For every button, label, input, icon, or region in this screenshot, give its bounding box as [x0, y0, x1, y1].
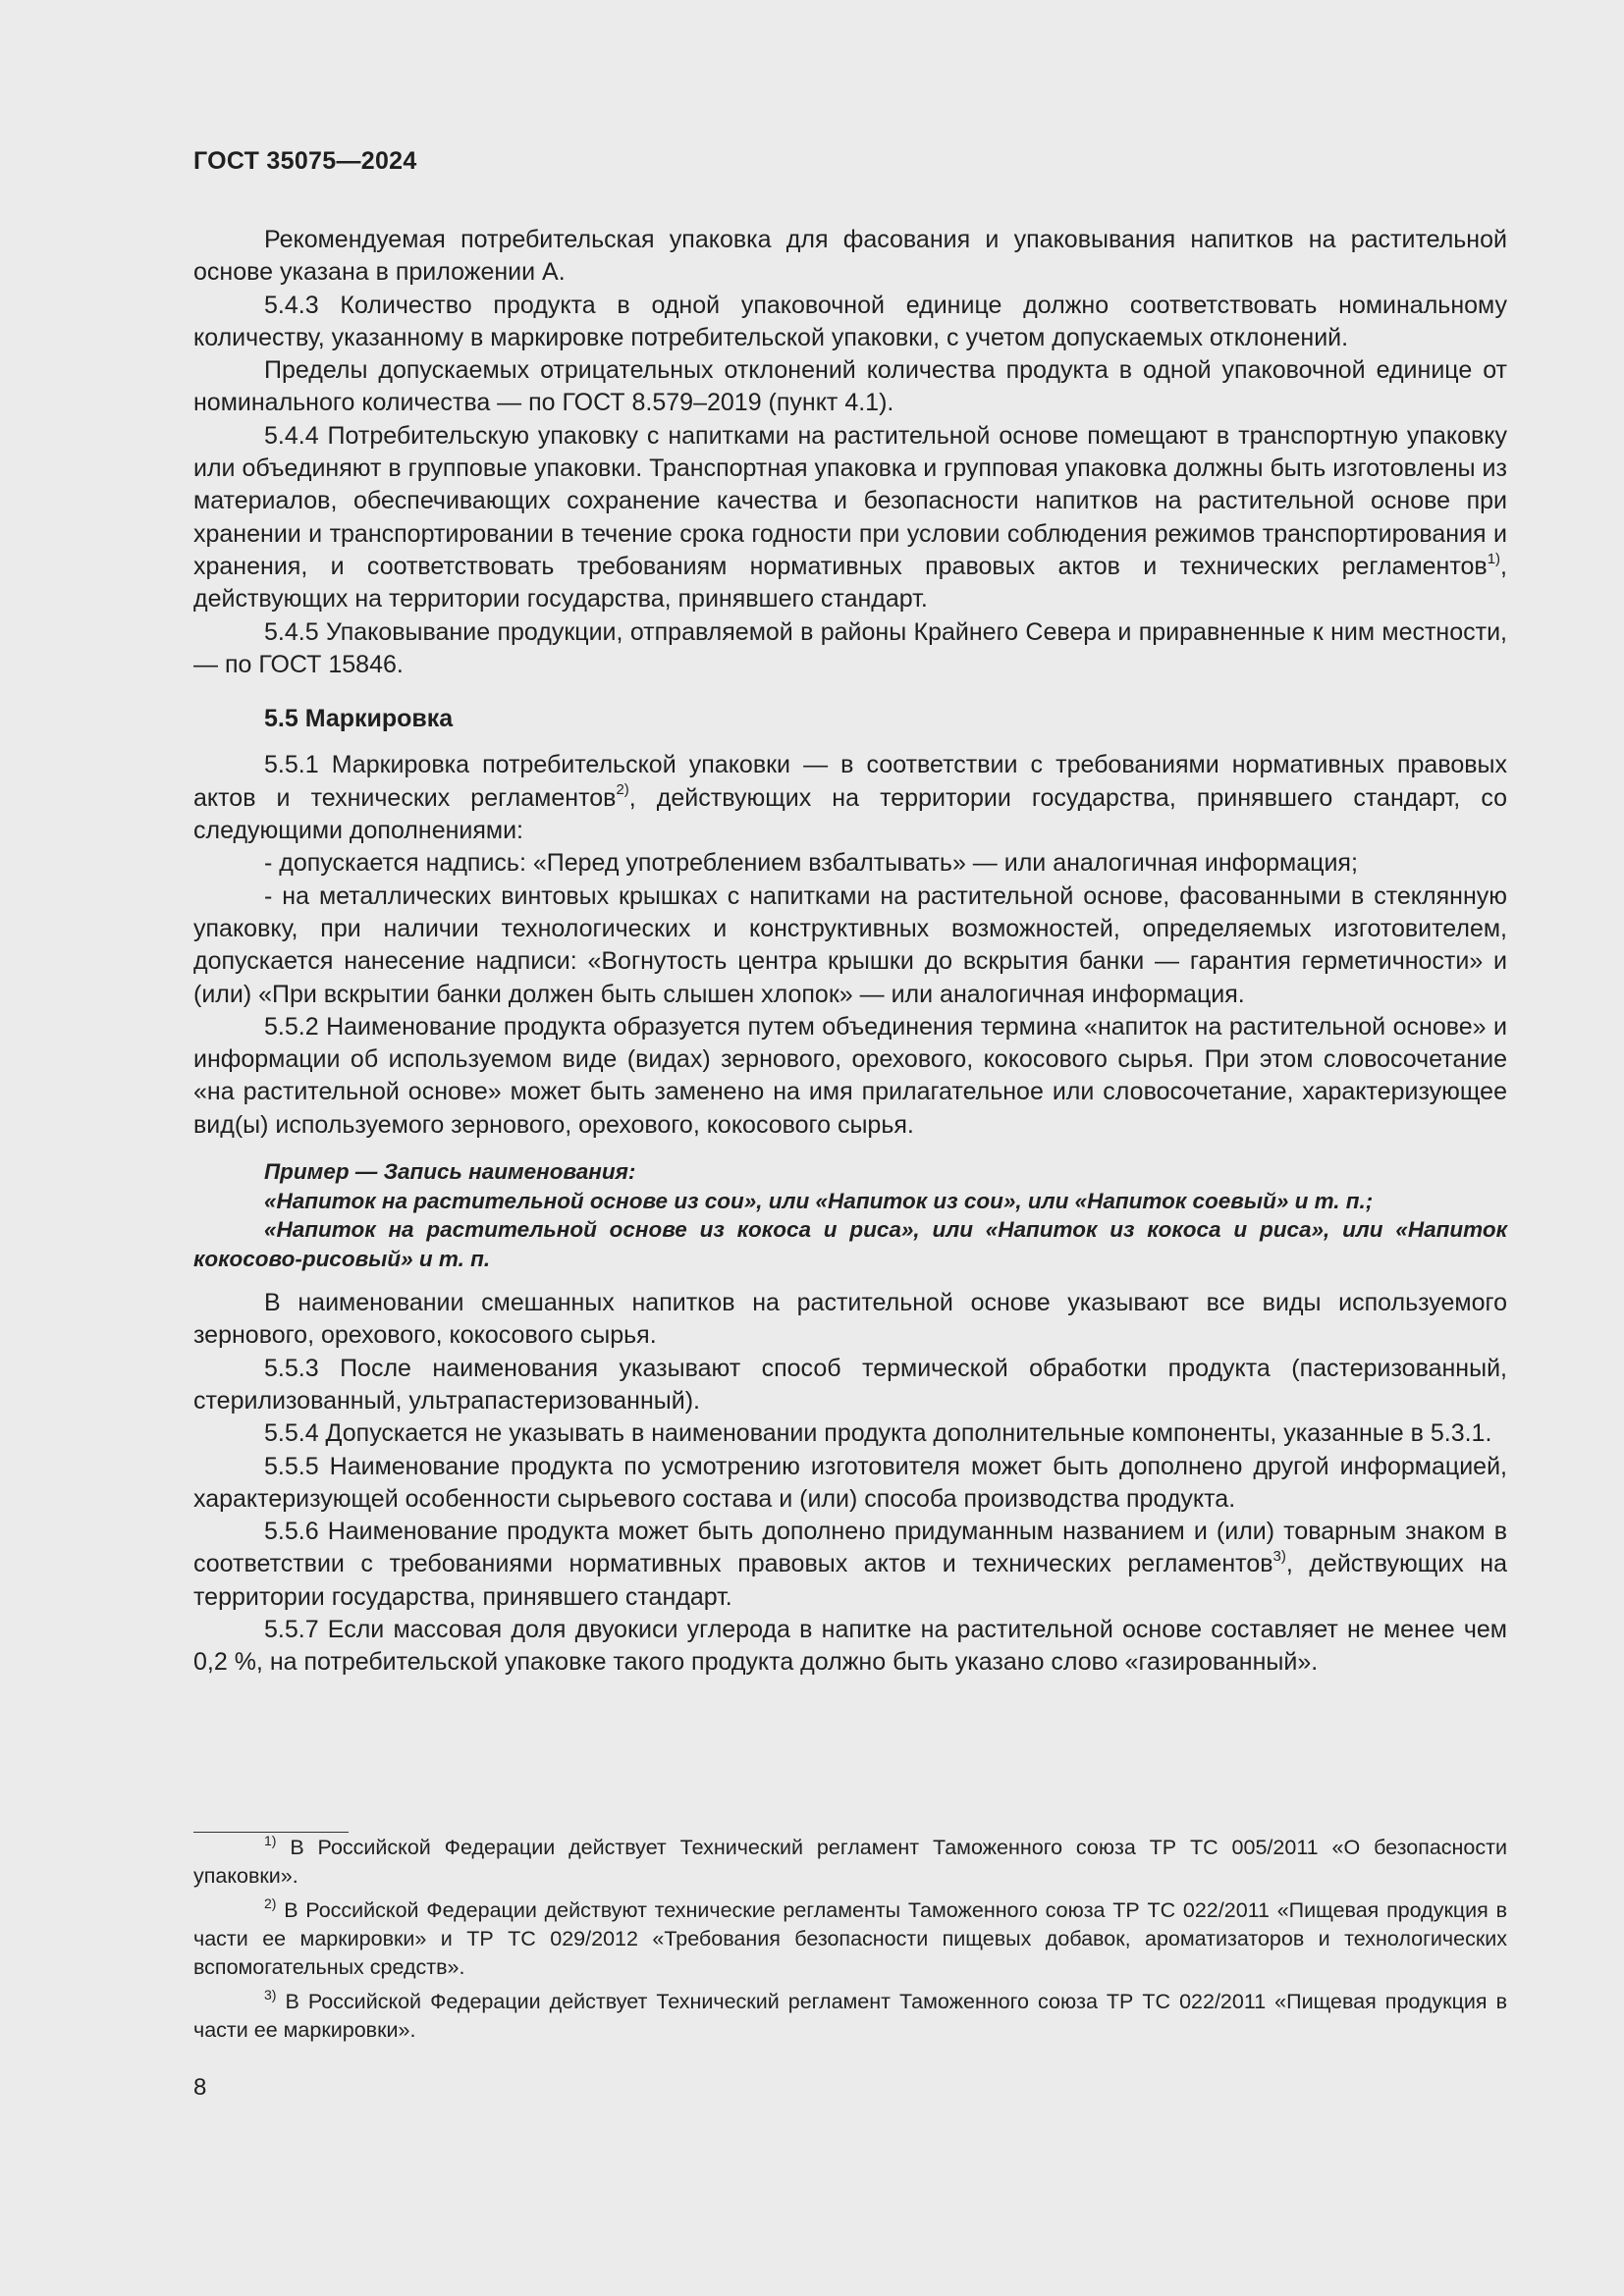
example-block [193, 1157, 1507, 1273]
paragraph-5-5-4: 5.5.4 Допускается не указывать в наименовании продукта дополнительные компоненты, указанные в 5.3.1. [264, 1419, 1492, 1448]
footnote-text-1: В Российской Федерации действует Технический регламент Таможенного союза ТР ТС 005/2011 «О безопасности упаковки». [193, 1836, 1507, 1888]
footnote-1 [193, 1834, 1507, 1891]
footnotes [193, 1834, 1507, 2051]
footnote-ref-3: 3) [1272, 1548, 1286, 1566]
paragraph-5-5-2: 5.5.2 Наименование продукта образуется путем объединения термина «напиток на растительной основе» и информации об используемом виде (видах) зернового, орехового, кокосового сырья. При этом словосочетание «на растительной основе» может быть заменено на имя прилагательное или словосочетание, характеризующее вид(ы) используемого зернового, орехового, кокосового сырья. [193, 1012, 1507, 1139]
example-line-coconut-rice: «Напиток на растительной основе из кокоса и риса», или «Напиток из кокоса и риса», или «Напиток кокосово-рисовый» и т. п. [193, 1217, 1507, 1271]
footnote-ref-2: 2) [616, 781, 629, 799]
footnote-text-3: В Российской Федерации действует Технический регламент Таможенного союза ТР ТС 022/2011 «Пищевая продукция в части ее маркировки». [193, 1990, 1507, 2042]
list-item-cap-label: - на металлических винтовых крышках с напитками на растительной основе, фасованными в стеклянную упаковку, при наличии технологических и конструктивных возможностей, определяемых изготовителем, допускается нанесение надписи: «Вогнутость центра крышки до вскрытия банки — гарантия герметичности» и (или) «При вскрытии банки должен быть слышен хлопок» — или аналогичная информация. [193, 881, 1507, 1008]
paragraph-5-4-5: 5.4.5 Упаковывание продукции, отправляемой в районы Крайнего Севера и приравненные к ним местности, — по ГОСТ 15846. [193, 617, 1507, 678]
footnote-mark-1: 1) [264, 1832, 277, 1848]
example-line-soy: «Напиток на растительной основе из сои», или «Напиток из сои», или «Напиток соевый» и т. п.; [264, 1188, 1374, 1213]
document-body [193, 224, 1507, 1680]
document-header: ГОСТ 35075—2024 [193, 147, 417, 175]
footnote-text-2: В Российской Федерации действуют технические регламенты Таможенного союза ТР ТС 022/2011 «Пищевая продукция в части ее маркировки» и ТР ТС 029/2012 «Требования безопасности пищевых добавок, ароматизаторов и технологических вспомогательных средств». [193, 1898, 1507, 1979]
paragraph-5-4-4 [193, 420, 1507, 616]
example-title: Пример — Запись наименования: [264, 1159, 636, 1185]
paragraph-5-5-1-text: 5.5.1 Маркировка потребительской упаковки — в соответствии с требованиями нормативных правовых актов и технических регламентов [193, 751, 1507, 812]
paragraph-deviation-limits: Пределы допускаемых отрицательных отклонений количества продукта в одной упаковочной единице от номинального количества — по ГОСТ 8.579–2019 (пункт 4.1). [193, 356, 1507, 417]
footnote-mark-3: 3) [264, 1986, 277, 2002]
paragraph-mixed-drinks: В наименовании смешанных напитков на растительной основе указывают все виды используемого зернового, орехового, кокосового сырья. [193, 1289, 1507, 1350]
footnote-3 [193, 1988, 1507, 2045]
paragraph-5-5-1-tail: , действующих на территории государства, принявшего стандарт, со следующими дополнениями: [193, 783, 1507, 845]
footnote-ref-1: 1) [1487, 550, 1501, 567]
paragraph-5-5-3: 5.5.3 После наименования указывают способ термической обработки продукта (пастеризованный, стерилизованный, ультрапастеризованный). [193, 1354, 1507, 1415]
paragraph-5-5-6-text: 5.5.6 Наименование продукта может быть дополнено придуманным названием и (или) товарным знаком в соответствии с требованиями нормативных правовых актов и технических регламентов [193, 1518, 1507, 1578]
paragraph-5-5-1 [193, 749, 1507, 847]
footnote-2 [193, 1896, 1507, 1982]
paragraph-5-4-4-text: 5.4.4 Потребительскую упаковку с напитками на растительной основе помещают в транспортную упаковку или объединяют в групповые упаковки. Транспортная упаковка и групповая упаковка должны быть изготовлены из материалов, обеспечивающих сохранение качества и безопасности напитков на растительной основе при хранении и транспортировании в течение срока годности при условии соблюдения режимов транспортирования и хранения, и соответствовать требованиям нормативных правовых актов и технических регламентов [193, 421, 1507, 580]
paragraph-5-5-5: 5.5.5 Наименование продукта по усмотрению изготовителя может быть дополнено другой информацией, характеризующей особенности сырьевого состава и (или) способа производства продукта. [193, 1452, 1507, 1513]
footnote-mark-2: 2) [264, 1895, 277, 1911]
page-number: 8 [193, 2074, 207, 2101]
list-item-shake-label: - допускается надпись: «Перед употреблением взбалтывать» — или аналогичная информация; [264, 849, 1358, 878]
paragraph-5-5-7: 5.5.7 Если массовая доля двуокиси углерода в напитке на растительной основе составляет не менее чем 0,2 %, на потребительской упаковке такого продукта должно быть указано слово «газированный». [193, 1615, 1507, 1677]
paragraph-5-4-4-tail: , действующих на территории государства, принявшего стандарт. [193, 552, 1507, 614]
paragraph-packaging-recommendation: Рекомендуемая потребительская упаковка для фасования и упаковывания напитков на растительной основе указана в приложении А. [193, 226, 1507, 287]
paragraph-5-5-6-tail: , действующих на территории государства, принявшего стандарт. [193, 1550, 1507, 1611]
paragraph-5-4-3: 5.4.3 Количество продукта в одной упаковочной единице должно соответствовать номинальному количеству, указанному в маркировке потребительской упаковки, с учетом допускаемых отклонений. [193, 291, 1507, 351]
paragraph-5-5-6 [193, 1516, 1507, 1614]
section-heading-5-5: 5.5 Маркировка [264, 705, 454, 733]
